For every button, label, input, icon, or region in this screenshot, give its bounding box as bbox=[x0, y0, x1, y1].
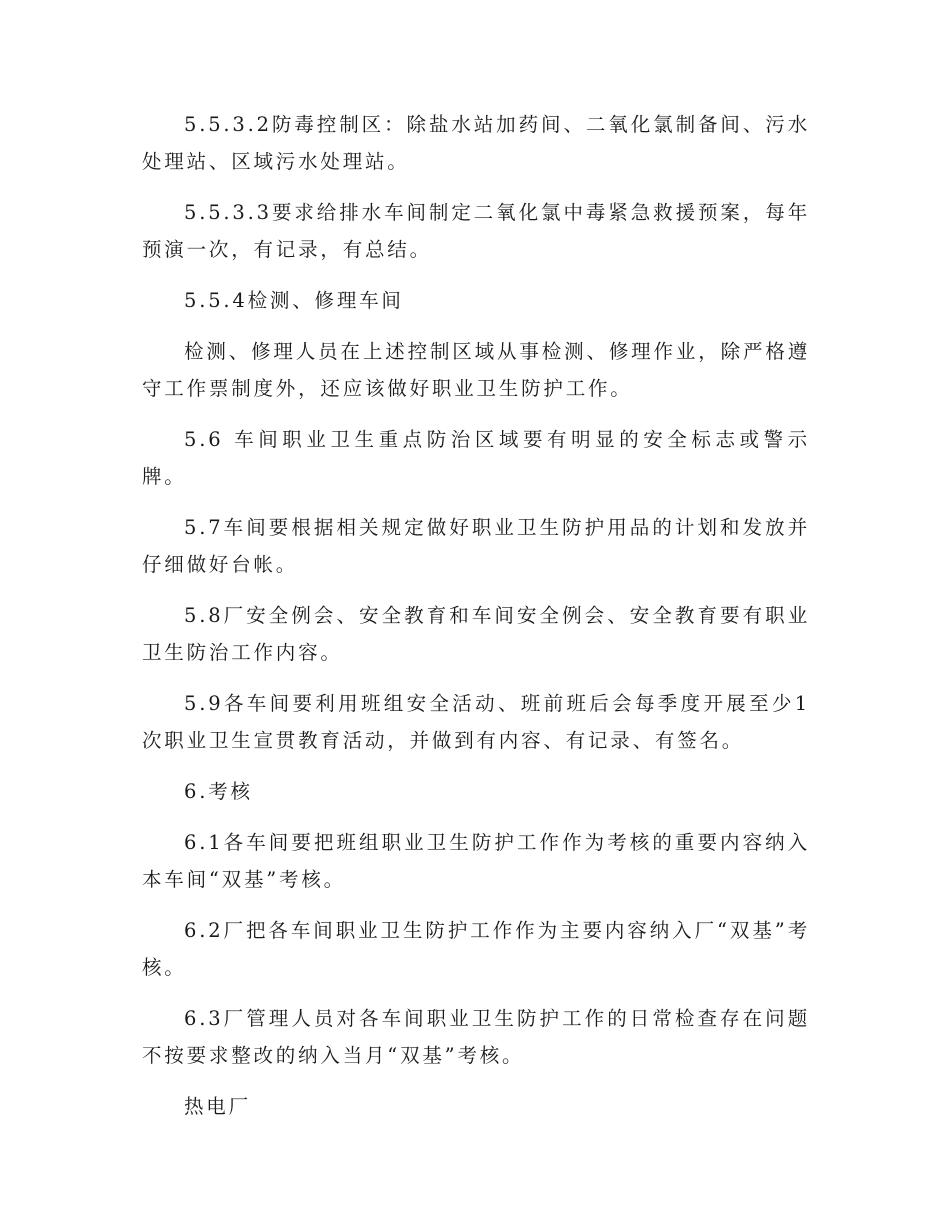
paragraph-5-7: 5.7车间要根据相关规定做好职业卫生防护用品的计划和发放并仔细做好台帐。 bbox=[142, 516, 810, 576]
document-body bbox=[142, 106, 810, 1125]
signature-plant-name: 热电厂 bbox=[184, 1095, 251, 1118]
paragraph-inspection-repair: 检测、修理人员在上述控制区域从事检测、修理作业，除严格遵守工作票制度外，还应该做好职业卫生防护工作。 bbox=[142, 340, 810, 400]
paragraph-5-6: 5.6 车间职业卫生重点防治区域要有明显的安全标志或警示牌。 bbox=[142, 428, 810, 488]
paragraph-5-8: 5.8厂安全例会、安全教育和车间安全例会、安全教育要有职业卫生防治工作内容。 bbox=[142, 604, 810, 664]
paragraph-5-9: 5.9各车间要利用班组安全活动、班前班后会每季度开展至少1次职业卫生宣贯教育活动，并做到有内容、有记录、有签名。 bbox=[142, 692, 810, 752]
paragraph-5-5-3-3: 5.5.3.3要求给排水车间制定二氧化氯中毒紧急救援预案，每年预演一次，有记录，有总结。 bbox=[142, 201, 810, 261]
paragraph-6-2: 6.2厂把各车间职业卫生防护工作作为主要内容纳入厂“双基”考核。 bbox=[142, 919, 810, 979]
heading-6-assessment: 6.考核 bbox=[184, 780, 253, 803]
heading-5-5-4: 5.5.4检测、修理车间 bbox=[184, 289, 404, 312]
paragraph-6-3: 6.3厂管理人员对各车间职业卫生防护工作的日常检查存在问题不按要求整改的纳入当月“双基”考核。 bbox=[142, 1007, 810, 1067]
paragraph-6-1: 6.1各车间要把班组职业卫生防护工作作为考核的重要内容纳入本车间“双基”考核。 bbox=[142, 831, 810, 891]
paragraph-5-5-3-2: 5.5.3.2防毒控制区：除盐水站加药间、二氧化氯制备间、污水处理站、区域污水处理站。 bbox=[142, 113, 810, 173]
